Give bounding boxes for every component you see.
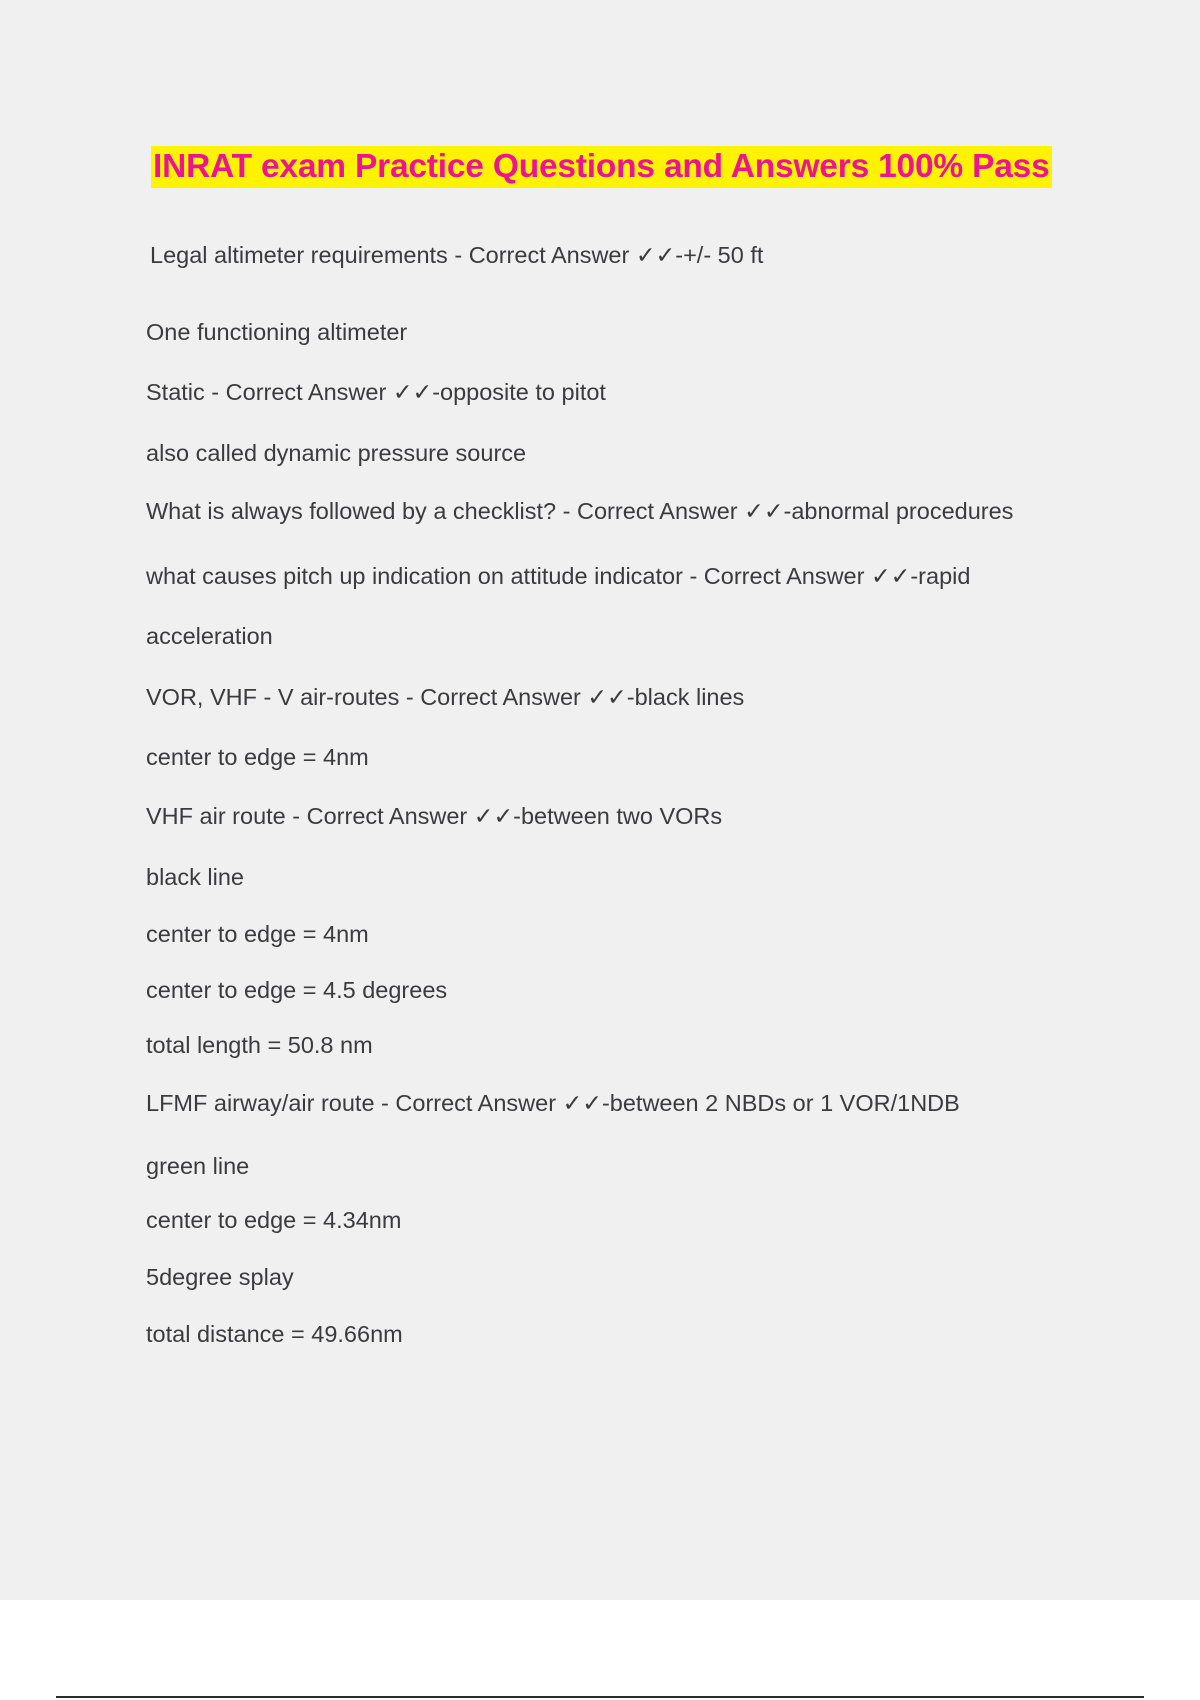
footer-divider	[56, 1696, 1144, 1698]
qa-line-center-edge-4nm-b: center to edge = 4nm	[146, 921, 369, 947]
qa-line-functioning-altimeter: One functioning altimeter	[146, 319, 408, 345]
qa-line-black-line: black line	[146, 864, 244, 890]
document-title: INRAT exam Practice Questions and Answers 100% Pass	[151, 146, 1052, 188]
qa-line-legal-altimeter: Legal altimeter requirements - Correct Answer ✓✓-+/- 50 ft	[150, 242, 764, 268]
qa-line-degree-splay: 5degree splay	[146, 1264, 294, 1290]
qa-line-static: Static - Correct Answer ✓✓-opposite to pitot	[146, 379, 606, 405]
qa-line-checklist: What is always followed by a checklist? - Correct Answer ✓✓-abnormal procedures	[146, 498, 1014, 524]
qa-line-center-edge-434nm: center to edge = 4.34nm	[146, 1207, 402, 1233]
qa-line-dynamic-pressure: also called dynamic pressure source	[146, 440, 527, 466]
qa-line-total-distance: total distance = 49.66nm	[146, 1321, 403, 1347]
qa-line-vhf-air-route: VHF air route - Correct Answer ✓✓-between two VORs	[146, 803, 723, 829]
qa-line-pitch-up: what causes pitch up indication on attitude indicator - Correct Answer ✓✓-rapid	[146, 563, 971, 589]
qa-line-vor-vhf: VOR, VHF - V air-routes - Correct Answer ✓✓-black lines	[146, 684, 745, 710]
qa-line-acceleration: acceleration	[146, 623, 273, 649]
qa-line-green-line: green line	[146, 1153, 250, 1179]
qa-line-center-edge-4nm-a: center to edge = 4nm	[146, 744, 369, 770]
qa-line-total-length: total length = 50.8 nm	[146, 1032, 373, 1058]
qa-line-center-edge-degrees: center to edge = 4.5 degrees	[146, 977, 448, 1003]
qa-line-lfmf-airway: LFMF airway/air route - Correct Answer ✓✓-between 2 NBDs or 1 VOR/1NDB	[146, 1090, 960, 1116]
